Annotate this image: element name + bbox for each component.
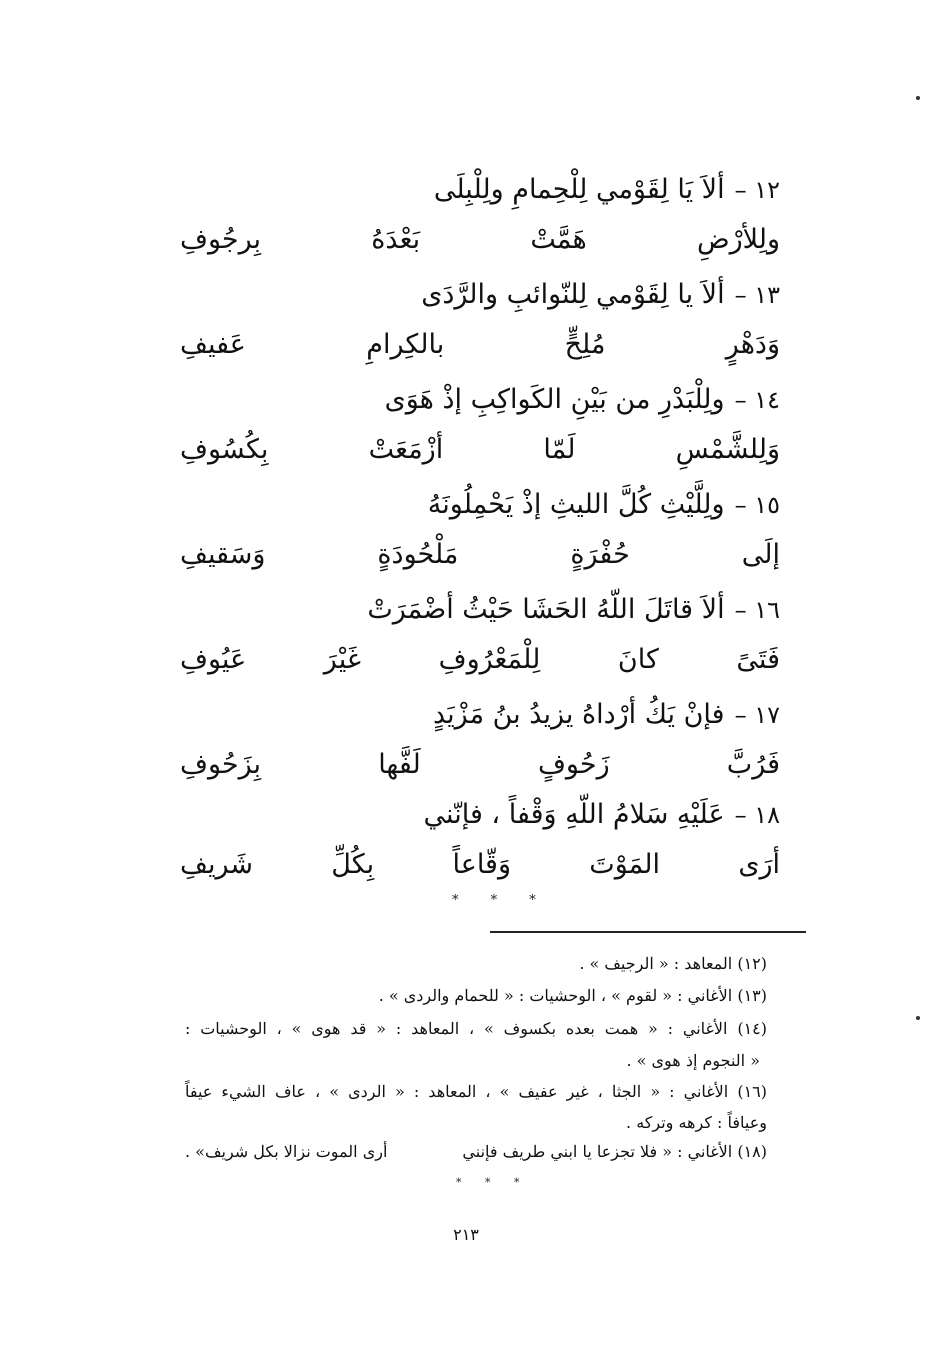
verse-first-hemistich: ألاَ يا لِقَوْمي لِلنّوائبِ والرَّدَى <box>421 279 725 310</box>
footnote-rule <box>490 931 806 933</box>
verse-first-hemistich: ألاَ قاتَلَ اللّهُ الحَشَا حَيْثُ أضْمَرَتْ <box>367 594 725 625</box>
footnote-16-line-2: وعيافاً : كرهه وتركه . <box>626 1113 767 1132</box>
footnote-14-line-2: « النجوم إذ هوى » . <box>626 1051 760 1070</box>
section-separator-stars: * * * <box>452 893 550 908</box>
verse-number: ١٣ – <box>734 281 780 309</box>
verse-second-hemistich: فَرُبَّ زَحُوفٍ لَفَّها بِزَحُوفِ <box>180 749 780 780</box>
footnote-18 <box>185 1140 767 1164</box>
verse-first-hemistich: عَلَيْهِ سَلامُ اللّهِ وَقْفاً ، فإنّني <box>423 799 725 830</box>
verse-second-hemistich: وَدَهْرٍ مُلِحٍّ بالكِرامِ عَفيفِ <box>180 329 780 360</box>
verse-number: ١٢ – <box>734 176 780 204</box>
margin-mark <box>916 1016 920 1020</box>
footnote-separator-stars: * * * <box>456 1176 530 1189</box>
verse-first-hemistich: فإنْ يَكُ أرْداهُ يزيدُ بنُ مَزْيَدٍ <box>433 699 725 730</box>
verse-number: ١٨ – <box>734 801 780 829</box>
verse-second-hemistich: ولِلأرْضِ هَمَّتْ بَعْدَهُ بِرجُوفِ <box>180 224 780 255</box>
verse-number: ١٤ – <box>734 386 780 414</box>
verse-first-hemistich: ولِلْبَدْرِ من بَيْنِ الكَواكِبِ إذْ هَوَى <box>384 384 725 415</box>
verse-second-hemistich: إلَى حُفْرَةٍ مَلْحُودَةٍ وَسَقيفِ <box>180 539 780 570</box>
verse-second-hemistich: فَتَىً كانَ لِلْمَعْرُوفِ غَيْرَ عَيُوفِ <box>180 644 780 675</box>
footnote-13: (١٣) الأغاني : « لقوم » ، الوحشيات : « للحمام والردى » . <box>378 986 767 1005</box>
verse-first-hemistich: ولِلَّيْثِ كُلَّ الليثِ إذْ يَحْمِلُونَهُ <box>427 489 725 520</box>
page-number: ٢١٣ <box>453 1225 479 1244</box>
footnote-12: (١٢) المعاهد : « الرجيف » . <box>579 954 767 973</box>
footnote-16-line-1: (١٦) الأغاني : « الجثا ، غير عفيف » ، المعاهد : « الردى » ، عاف الشيء عيفاً <box>185 1082 767 1101</box>
footnote-18-first-part: (١٨) الأغاني : « فلا تجزعا يا ابني طريف فإنني <box>462 1142 767 1161</box>
footnote-14-line-1: (١٤) الأغاني : « همت بعده بكسوف » ، المعاهد : « قد هوى » ، الوحشيات : <box>185 1019 767 1038</box>
footnote-18-second-part: أرى الموت نزالا بكل شريف» . <box>185 1142 388 1161</box>
verse-second-hemistich: أرَى المَوْتَ وَقّاعاً بِكُلِّ شَريفِ <box>180 849 780 880</box>
verse-number: ١٧ – <box>734 701 780 729</box>
margin-mark <box>916 96 920 100</box>
verse-second-hemistich: وَلِلشَّمْسِ لَمّا أزْمَعَتْ بِكُسُوفِ <box>180 434 780 465</box>
verse-number: ١٥ – <box>734 491 780 519</box>
verse-number: ١٦ – <box>734 596 780 624</box>
verse-first-hemistich: ألاَ يَا لِقَوْمي لِلْحِمامِ ولِلْبِلَى <box>433 174 725 205</box>
